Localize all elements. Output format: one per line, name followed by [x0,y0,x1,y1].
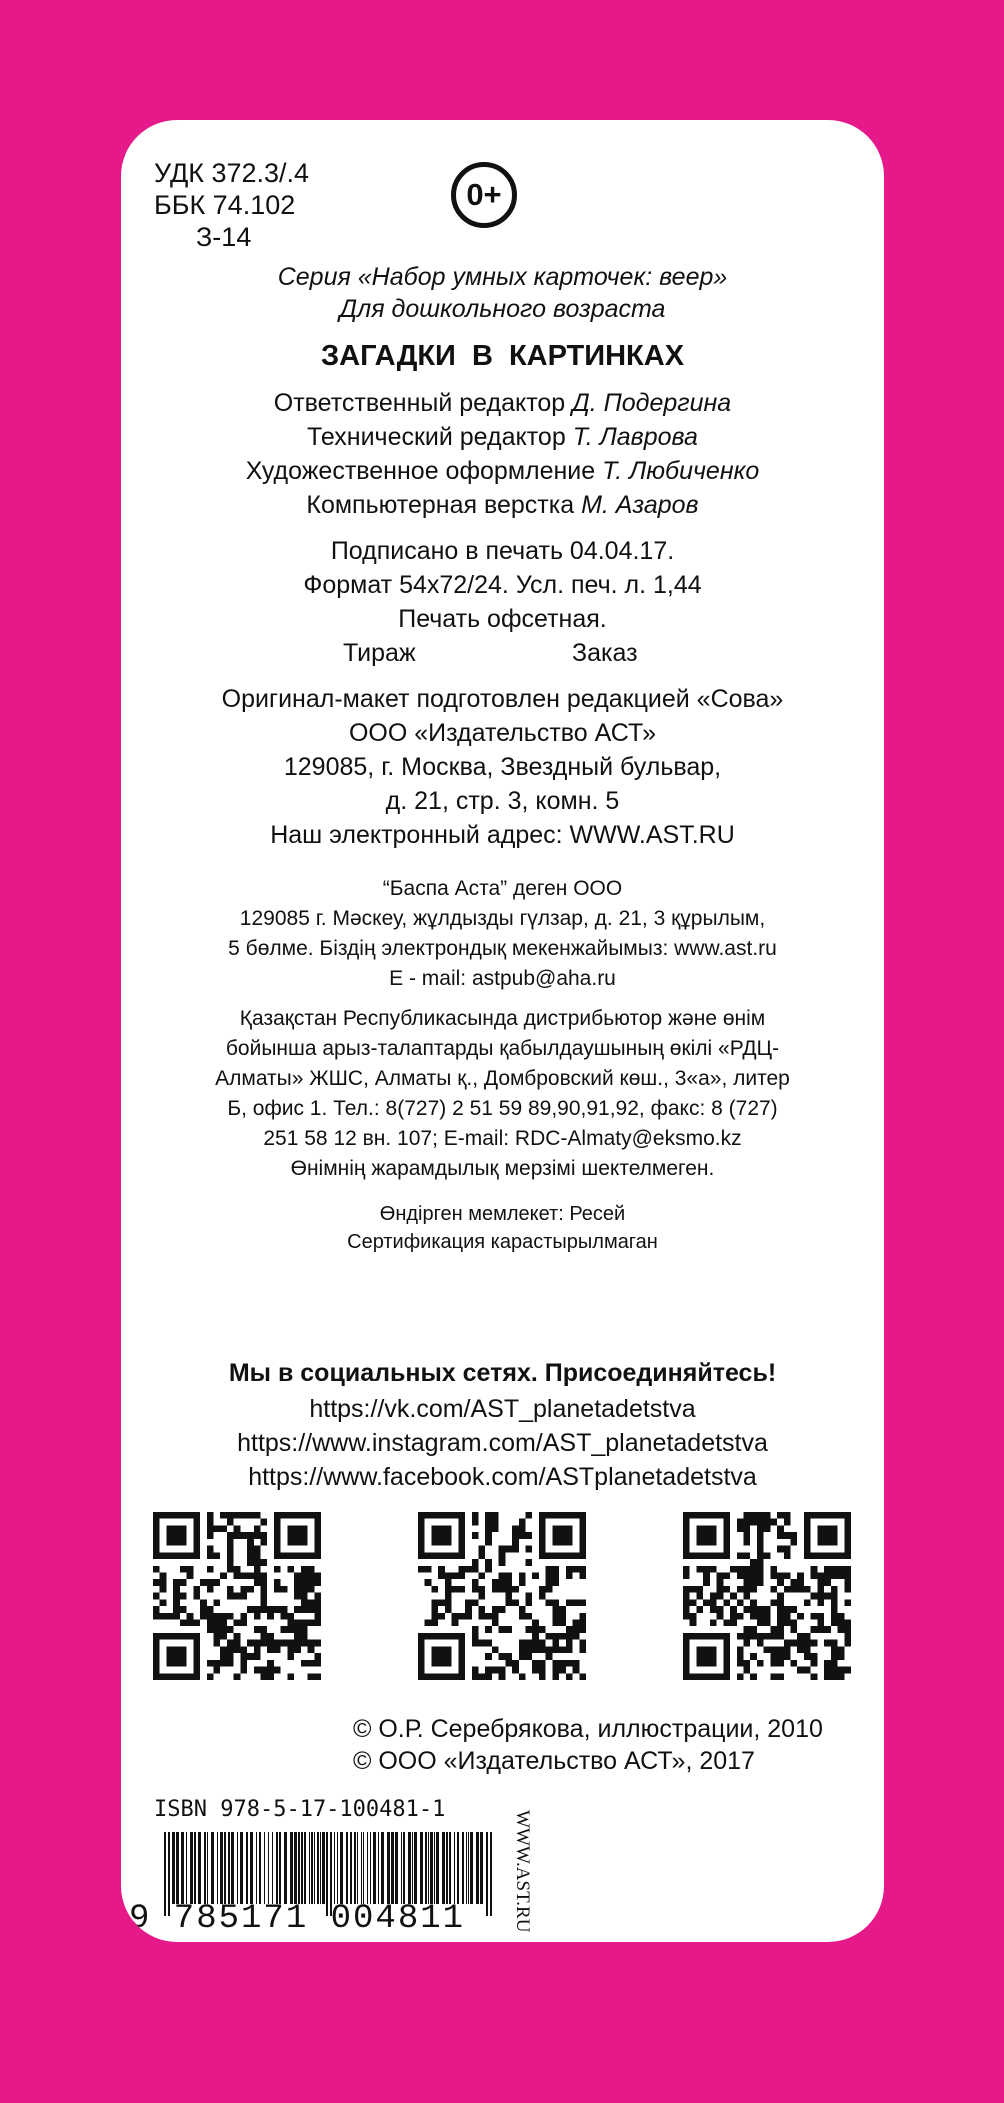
age-group-line: Для дошкольного возраста [339,295,666,323]
credit-line: Художественное оформление Т. Любиченко [245,457,760,485]
credit-line: Ответственный редактор Д. Подергина [273,389,732,417]
distributor-line: бойынша арыз-талаптарды қабылдаушының өкілі «РДЦ- [225,1037,780,1060]
qr-instagram-icon[interactable] [418,1512,586,1680]
qr-facebook-icon[interactable] [683,1512,851,1680]
author-index: З-14 [196,222,252,252]
kaz-publisher-line: 5 бөлме. Біздің электрондық мекенжайымыз: www.ast.ru [228,937,777,960]
social-link-instagram[interactable]: https://www.instagram.com/AST_planetadetstva [237,1429,768,1457]
imprint-card [121,120,884,1942]
social-link-facebook[interactable]: https://www.facebook.com/ASTplanetadetstva [248,1463,757,1491]
print-type: Печать офсетная. [398,605,607,633]
kaz-publisher-line: 129085 г. Мәскеу, жұлдызды гүлзар, д. 21, 3 құрылым, [239,907,766,930]
origin-line: Өндірген мемлекет: Ресей [379,1203,626,1225]
zakaz-label: Заказ [572,639,638,667]
social-heading: Мы в социальных сетях. Присоединяйтесь! [228,1359,777,1387]
qr-vk-icon[interactable] [153,1512,321,1680]
distributor-line: Алматы» ЖШС, Алматы қ., Домбровский көш., 3«а», литер [215,1067,790,1090]
distributor-line: Қазақстан Республикасында дистрибьютор және өнім [239,1007,766,1030]
social-link-vk[interactable]: https://vk.com/AST_planetadetstva [309,1395,696,1423]
credit-line: Компьютерная верстка М. Азаров [306,491,699,519]
publisher-line: д. 21, стр. 3, комн. 5 [385,787,620,815]
distributor-line: 251 58 12 вн. 107; E-mail: RDC-Almaty@eksmo.kz [263,1127,742,1150]
bbk-code: ББК 74.102 [154,190,296,220]
barcode-digits: 9 785171 004811 [129,1900,466,1938]
distributor-line: Б, офис 1. Тел.: 8(727) 2 51 59 89,90,91,92, факс: 8 (727) [227,1097,778,1120]
publisher-line: Оригинал-макет подготовлен редакцией «Сова» [221,685,784,713]
publisher-line: ООО «Издательство АСТ» [348,719,657,747]
isbn-number: ISBN 978-5-17-100481-1 [154,1797,446,1822]
page-title: ЗАГАДКИ В КАРТИНКАХ [320,340,685,372]
udk-code: УДК 372.3/.4 [154,158,310,188]
copyright-line: © О.Р. Серебрякова, иллюстрации, 2010 [353,1715,823,1743]
series-line: Серия «Набор умных карточек: веер» [277,263,728,291]
site-vertical-text: WWW.AST.RU [512,1810,533,1933]
distributor-line: Өнімнің жарамдылық мерзімі шектелмеген. [290,1157,715,1180]
format-line: Формат 54х72/24. Усл. печ. л. 1,44 [303,571,702,599]
publisher-line: 129085, г. Москва, Звездный бульвар, [283,753,722,781]
age-rating-badge: 0+ [451,162,517,228]
copyright-line: © ООО «Издательство АСТ», 2017 [353,1747,755,1775]
publisher-line: Наш электронный адрес: WWW.AST.RU [270,821,735,849]
signed-date: Подписано в печать 04.04.17. [330,537,675,565]
tirazh-label: Тираж [343,639,416,667]
kaz-publisher-line: E - mail: astpub@aha.ru [389,967,616,990]
credit-line: Технический редактор Т. Лаврова [307,423,698,451]
certification-line: Сертификация карастырылмаган [347,1231,658,1253]
kaz-publisher-line: “Баспа Аста” деген ООО [382,877,623,900]
